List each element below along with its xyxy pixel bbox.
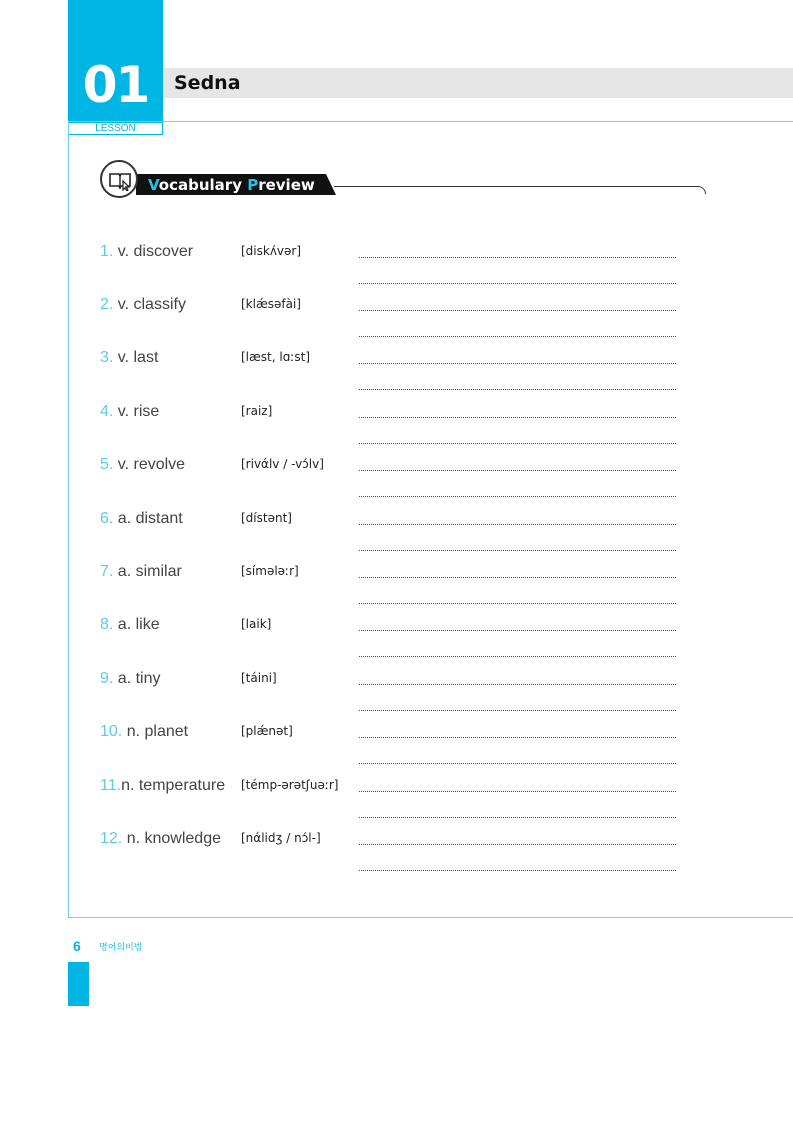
vocab-word: a. similar — [117, 563, 182, 580]
answer-line[interactable] — [359, 603, 676, 604]
vocab-row: 1. v. discover [diskʌ́vər] — [0, 242, 793, 296]
section-title: Vocabulary Preview — [148, 176, 315, 194]
answer-line[interactable] — [359, 283, 676, 284]
vocab-word: v. discover — [117, 243, 194, 260]
answer-line[interactable] — [359, 310, 676, 311]
vocab-row: 10. n. planet [plǽnət] — [0, 722, 793, 776]
vocab-row: 8. a. like [laik] — [0, 615, 793, 669]
lesson-label: LESSON — [68, 122, 163, 135]
answer-line[interactable] — [359, 550, 676, 551]
lesson-number: 01 — [82, 56, 149, 114]
book-cursor-icon — [100, 160, 138, 198]
answer-line[interactable] — [359, 389, 676, 390]
vocab-row: 7. a. similar [símələːr] — [0, 562, 793, 616]
answer-line[interactable] — [359, 443, 676, 444]
page-number: 6 — [73, 938, 81, 954]
answer-line[interactable] — [359, 577, 676, 578]
vocab-word: n. temperature — [121, 777, 226, 794]
vocab-row: 2. v. classify [klǽsəfài] — [0, 295, 793, 349]
title-bar — [163, 68, 793, 98]
pronunciation: [símələːr] — [241, 564, 299, 578]
vocab-word: v. revolve — [117, 456, 186, 473]
vocab-word: n. planet — [126, 723, 189, 740]
vocab-word: a. like — [117, 616, 160, 633]
pronunciation: [nάlidʒ / nɔ́l-] — [241, 831, 321, 845]
vocab-row: 5. v. revolve [rivάlv / -vɔ́lv] — [0, 455, 793, 509]
answer-line[interactable] — [359, 630, 676, 631]
vocab-row: 12. n. knowledge [nάlidʒ / nɔ́l-] — [0, 829, 793, 883]
vocab-word: v. rise — [117, 403, 160, 420]
pronunciation: [raiz] — [241, 404, 273, 418]
answer-line[interactable] — [359, 524, 676, 525]
answer-line[interactable] — [359, 656, 676, 657]
answer-line[interactable] — [359, 763, 676, 764]
vocab-word: a. tiny — [117, 670, 161, 687]
pronunciation: [rivάlv / -vɔ́lv] — [241, 457, 324, 471]
answer-line[interactable] — [359, 870, 676, 871]
answer-line[interactable] — [359, 737, 676, 738]
answer-line[interactable] — [359, 417, 676, 418]
answer-line[interactable] — [359, 791, 676, 792]
vocab-row: 9. a. tiny [táini] — [0, 669, 793, 723]
pronunciation: [laik] — [241, 617, 272, 631]
pronunciation: [témp-ərətʃuəːr] — [241, 778, 339, 792]
vocab-row: 11.n. temperature [témp-ərətʃuəːr] — [0, 776, 793, 830]
pronunciation: [dístənt] — [241, 511, 292, 525]
vocab-word: n. knowledge — [126, 830, 221, 847]
header-rule — [334, 186, 706, 194]
vocab-word: a. distant — [117, 510, 183, 527]
answer-line[interactable] — [359, 496, 676, 497]
answer-line[interactable] — [359, 336, 676, 337]
vocabulary-preview-header — [100, 160, 706, 205]
answer-line[interactable] — [359, 710, 676, 711]
answer-line[interactable] — [359, 684, 676, 685]
pronunciation: [plǽnət] — [241, 724, 293, 738]
book-name: 명어의비법 — [99, 942, 143, 952]
vocab-word: v. last — [117, 349, 159, 366]
lesson-title: Sedna — [174, 72, 241, 94]
vocab-row: 3. v. last [læst, lɑːst] — [0, 348, 793, 402]
answer-line[interactable] — [359, 363, 676, 364]
page-tab — [68, 962, 89, 1006]
vocab-word: v. classify — [117, 296, 186, 313]
vocab-row: 4. v. rise [raiz] — [0, 402, 793, 456]
answer-line[interactable] — [359, 817, 676, 818]
pronunciation: [táini] — [241, 671, 277, 685]
pronunciation: [læst, lɑːst] — [241, 350, 311, 364]
answer-line[interactable] — [359, 470, 676, 471]
pronunciation: [klǽsəfài] — [241, 297, 301, 311]
answer-line[interactable] — [359, 844, 676, 845]
pronunciation: [diskʌ́vər] — [241, 244, 302, 258]
answer-line[interactable] — [359, 257, 676, 258]
vocab-row: 6. a. distant [dístənt] — [0, 509, 793, 563]
